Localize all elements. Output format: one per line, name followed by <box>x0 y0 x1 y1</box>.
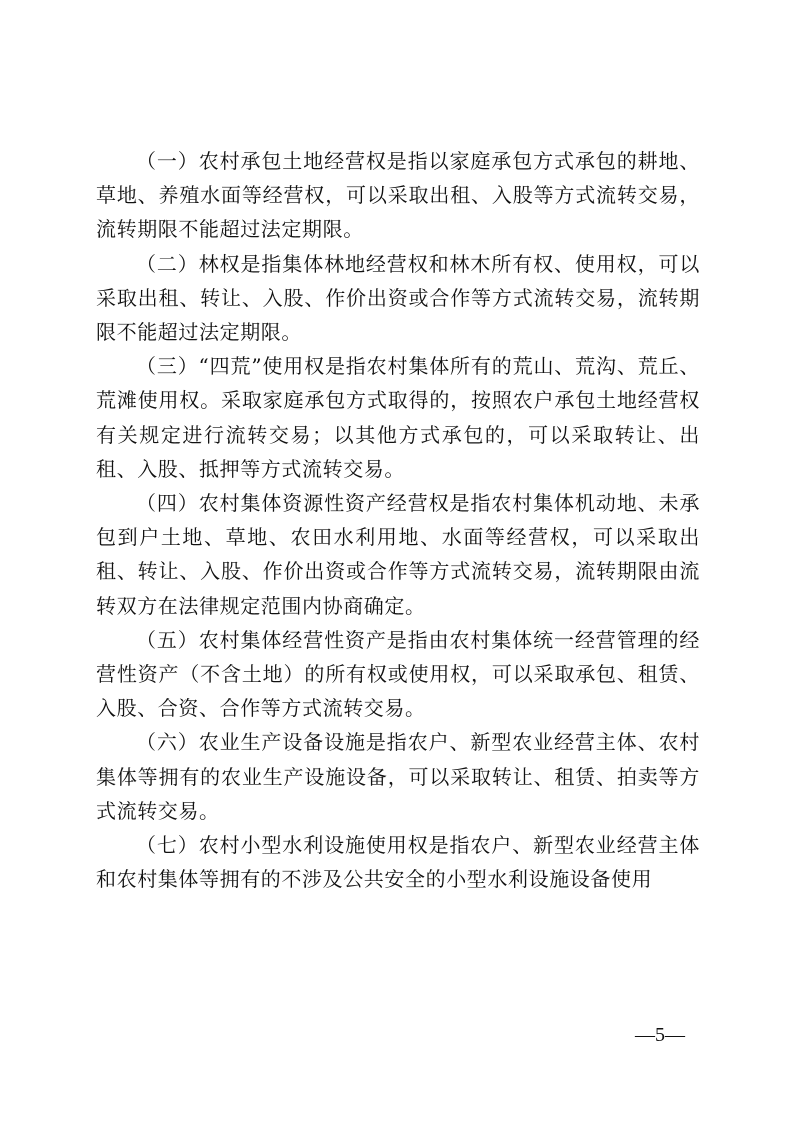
paragraph-3: （三）“四荒”使用权是指农村集体所有的荒山、荒沟、荒丘、荒滩使用权。采取家庭承包方式取得的，按照农户承包土地经营权有关规定进行流转交易；以其他方式承包的，可以采取转让、出租、入股、抵押等方式流转交易。 <box>96 354 700 481</box>
paragraph-4: （四）农村集体资源性资产经营权是指农村集体机动地、未承包到户土地、草地、农田水利用地、水面等经营权，可以采取出租、转让、入股、作价出资或合作等方式流转交易，流转期限由流转双方在法律规定范围内协商确定。 <box>96 491 700 618</box>
paragraph-6: （六）农业生产设备设施是指农户、新型农业经营主体、农村集体等拥有的农业生产设施设备，可以采取转让、租赁、拍卖等方式流转交易。 <box>96 730 700 823</box>
page-number: —5— <box>635 1024 685 1046</box>
paragraph-1: （一）农村承包土地经营权是指以家庭承包方式承包的耕地、草地、养殖水面等经营权，可以采取出租、入股等方式流转交易，流转期限不能超过法定期限。 <box>96 149 700 242</box>
paragraph-5: （五）农村集体经营性资产是指由农村集体统一经营管理的经营性资产（不含土地）的所有权或使用权，可以采取承包、租赁、入股、合资、合作等方式流转交易。 <box>96 627 700 721</box>
paragraph-7: （七）农村小型水利设施使用权是指农户、新型农业经营主体和农村集体等拥有的不涉及公共安全的小型水利设施设备使用 <box>96 833 700 892</box>
document-body <box>96 144 700 896</box>
paragraph-2: （二）林权是指集体林地经营权和林木所有权、使用权，可以采取出租、转让、入股、作价出资或合作等方式流转交易，流转期限不能超过法定期限。 <box>96 251 700 345</box>
